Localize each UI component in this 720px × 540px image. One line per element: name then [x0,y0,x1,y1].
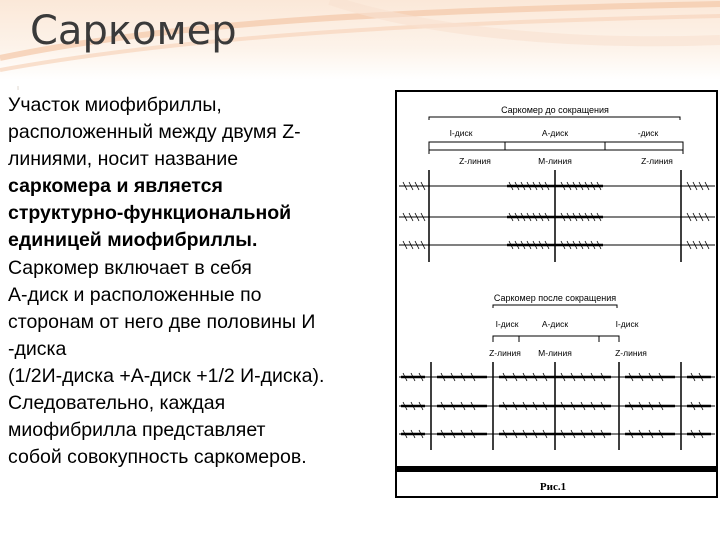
after-m-line: М-линия [538,348,572,358]
body-line: Следовательно, каждая [8,392,226,415]
body-line: Саркомер включает в себя [8,256,252,279]
after-z-line-left: Z-линия [489,348,521,358]
body-line: линиями, носит название [8,148,239,171]
body-line-bold [8,227,396,254]
body-line: миофибрилла представляет [8,419,266,442]
body-bold-text: саркомера и является [8,175,223,198]
body-line-bold [8,200,396,227]
slide-title: Саркомер [30,8,237,54]
after-i-disc-right: I-диск [615,319,639,329]
before-i-disc-left: I-диск [449,128,473,138]
figure-caption: Рис.1 [539,481,567,493]
after-z-line-right: Z-линия [615,348,647,358]
body-line: Участок миофибриллы, [8,94,222,116]
body-line: А-диск и расположенные по [8,283,262,306]
body-bold-text: единицей миофибриллы. [8,229,258,252]
before-heading: Саркомер до сокращения [501,105,609,115]
after-i-disc-left: I-диск [495,319,519,329]
before-z-line-right: Z-линия [641,156,673,166]
before-i-disc-right: -диск [637,128,659,138]
body-line: (1/2И-диска +А-диск +1/2 И-диска). [8,364,325,387]
body-line: собой совокупность саркомеров. [8,446,307,469]
body-line-bold [8,173,396,200]
body-text [8,92,396,471]
body-line: -диска [8,337,67,360]
body-line: сторонам от него две половины И [8,310,316,333]
before-z-line-left: Z-линия [459,156,491,166]
after-heading: Саркомер после сокращения [493,293,617,303]
sarcomere-figure [395,90,718,498]
after-a-disc: А-диск [541,319,569,329]
body-line: расположенный между двумя Z- [8,121,301,144]
caption-rule [396,466,717,472]
before-m-line: М-линия [538,156,572,166]
before-a-disc: А-диск [541,128,569,138]
body-bold-text: структурно-функциональной [8,202,292,225]
